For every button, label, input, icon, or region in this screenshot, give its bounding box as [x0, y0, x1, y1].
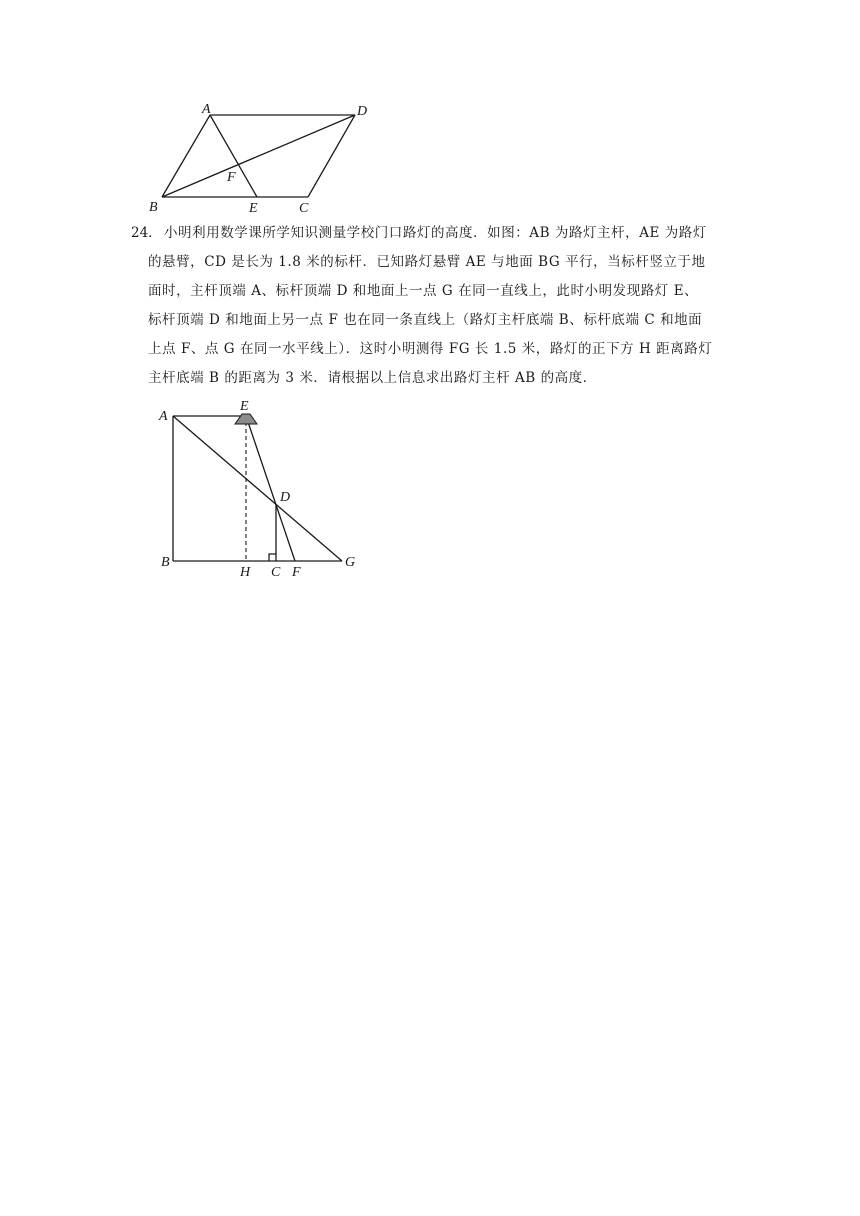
problem-text-line-3: 面时，主杆顶端 A、标杆顶端 D 和地面上一点 G 在同一直线上，此时小明发现路灯 E、 — [148, 283, 699, 299]
line-adg — [173, 416, 342, 561]
problem-text-line-4: 标杆顶端 D 和地面上另一点 F 也在同一条直线上（路灯主杆底端 B、标杆底端 C 和地面 — [148, 312, 703, 328]
right-angle-mark — [269, 554, 276, 561]
problem-text-line-2: 的悬臂，CD 是长为 1.8 米的标杆．已知路灯悬臂 AE 与地面 BG 平行，当标杆竖立于地 — [148, 254, 706, 270]
point-label-f: F — [292, 565, 301, 580]
point-label-h: H — [240, 565, 251, 580]
problem-text-line-6: 主杆底端 B 的距离为 3 米．请根据以上信息求出路灯主杆 AB 的高度． — [148, 370, 597, 386]
street-lamp-figure — [150, 396, 370, 580]
problem-24 — [131, 219, 731, 393]
segment-ab — [162, 115, 210, 197]
parallelogram-diagram — [140, 98, 380, 218]
point-label-e: E — [249, 201, 258, 216]
problem-number: 24． — [131, 225, 162, 241]
point-label-g: G — [345, 555, 356, 570]
segment-dc — [308, 115, 355, 197]
point-label-c: C — [271, 565, 281, 580]
problem-text-line-1: 小明利用数学课所学知识测量学校门口路灯的高度．如图：AB 为路灯主杆，AE 为路灯 — [164, 225, 707, 241]
line-edf — [246, 416, 295, 561]
point-label-b: B — [149, 200, 158, 215]
segment-bd — [162, 115, 355, 197]
point-label-a: A — [202, 102, 211, 117]
problem-text-line-5: 上点 F、点 G 在同一水平线上）．这时小明测得 FG 长 1.5 米，路灯的正下方 H 距离路灯 — [148, 341, 713, 357]
point-label-a: A — [159, 409, 168, 424]
point-label-c: C — [299, 201, 309, 216]
parallelogram-figure — [140, 98, 380, 218]
point-label-d: D — [357, 104, 368, 119]
point-label-e: E — [240, 399, 249, 414]
point-label-f: F — [227, 170, 236, 185]
point-label-b: B — [161, 555, 170, 570]
point-label-d: D — [280, 490, 291, 505]
street-lamp-diagram — [150, 396, 370, 580]
